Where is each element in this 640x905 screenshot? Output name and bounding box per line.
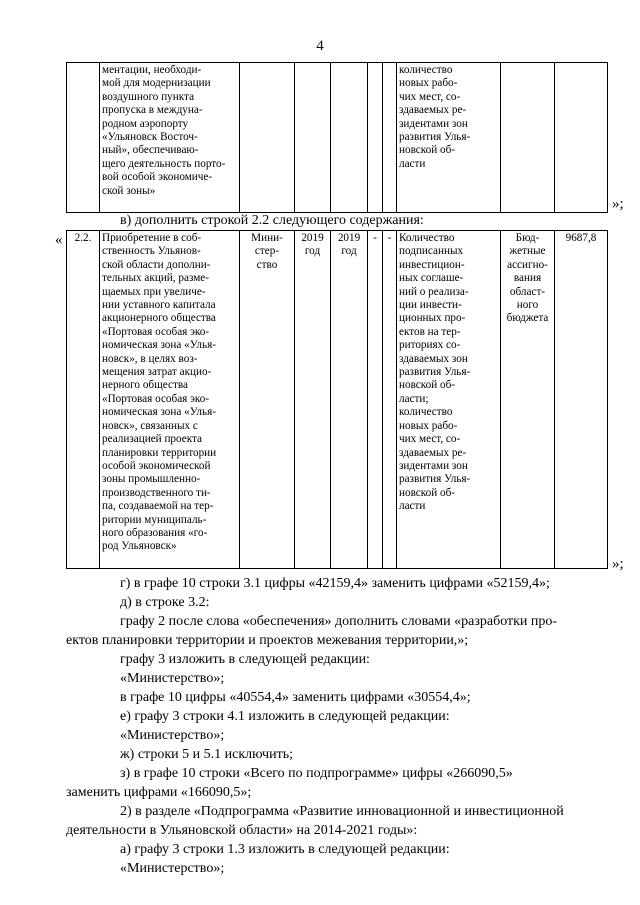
- row-dash-2: -: [383, 231, 397, 569]
- paragraph: 2) в разделе «Подпрограмма «Развитие инновационной и инвестиционной: [120, 804, 564, 819]
- cell-description: ментации, необходи- мой для модернизации воздушного пункта пропуска в междуна- родном аэропорту «Ульяновск Восточ- ный», обеспечиваю- щего деятельность порто- вой особой экономиче- ской зоны»: [100, 63, 240, 213]
- row-description: Приобретение в соб- ственность Ульянов- ской области дополни- тельных акций, разме- щаемых при увеличе- нии уставного капитала акционерного общества «Портовая особая эко- номическая зона «Улья- новск», в целях воз- мещения затрат акцио- нерного общества «Портовая особая эко- номическая зона «Улья- новск», связанных с реализацией проекта планировки территории особой экономической зоны промышленно- производственного ти- па, создаваемой на тер- ритории муниципаль- ного образования «го- род Ульяновск»: [100, 231, 240, 569]
- row-funding-source: Бюд- жетные ассигно- вания област- ного бюджета: [501, 231, 555, 569]
- row-number: 2.2.: [67, 231, 100, 569]
- cell-source: [501, 63, 555, 213]
- paragraph: «Министерство»;: [120, 728, 225, 743]
- paragraph: з) в графе 10 строки «Всего по подпрограмме» цифры «266090,5»: [120, 766, 513, 781]
- paragraph: е) графу 3 строки 4.1 изложить в следующей редакции:: [120, 709, 450, 724]
- end-quote-row-2-2: »;: [612, 556, 624, 572]
- paragraph: «Министерство»;: [120, 861, 225, 876]
- cell-x2: [383, 63, 397, 213]
- open-quote: «: [55, 232, 63, 248]
- program-table-top: [66, 62, 608, 213]
- paragraph: ж) строки 5 и 5.1 исключить;: [120, 747, 293, 762]
- cell-end: [331, 63, 368, 213]
- paragraph: заменить цифрами «166090,5»;: [66, 785, 252, 800]
- paragraph: «Министерство»;: [120, 671, 225, 686]
- paragraph: графу 2 после слова «обеспечения» дополнить словами «разработки про-: [120, 614, 558, 629]
- paragraph: ектов планировки территории и проектов межевания территории,»;: [66, 633, 469, 648]
- row-executor: Мини- стер- ство: [240, 231, 295, 569]
- paragraph: г) в графе 10 строки 3.1 цифры «42159,4» заменить цифрами «52159,4»;: [120, 576, 550, 591]
- row-indicator: Количество подписанных инвестицион- ных соглаше- ний о реализа- ции инвести- ционных про- ектов на тер- риториях со- здаваемых зон развития Улья- новской об- ласти; количество новых рабо- чих мест, со- здаваемых ре- зидентами зон развития Улья- новской об- ласти: [397, 231, 501, 569]
- cell-executor: [240, 63, 295, 213]
- paragraph: деятельности в Ульяновской области» на 2014-2021 годы»:: [66, 823, 418, 838]
- row-end-year: 2019 год: [331, 231, 368, 569]
- cell-start: [295, 63, 331, 213]
- cell-x1: [368, 63, 383, 213]
- paragraph: д) в строке 3.2:: [120, 595, 210, 610]
- end-quote-top: »;: [612, 196, 624, 212]
- row-amount: 9687,8: [555, 231, 608, 569]
- program-table-row-2-2: [66, 230, 608, 569]
- paragraph: в графе 10 цифры «40554,4» заменить цифрами «30554,4»;: [120, 690, 471, 705]
- heading-v: в) дополнить строкой 2.2 следующего содержания:: [120, 213, 424, 228]
- page-number: 4: [316, 38, 324, 54]
- row-dash-1: -: [368, 231, 383, 569]
- row-start-year: 2019 год: [295, 231, 331, 569]
- paragraph: графу 3 изложить в следующей редакции:: [120, 652, 370, 667]
- cell-number: [67, 63, 100, 213]
- cell-indicator: количество новых рабо- чих мест, со- здаваемых ре- зидентами зон развития Улья- новской об- ласти: [397, 63, 501, 213]
- cell-amount: [555, 63, 608, 213]
- paragraph: а) графу 3 строки 1.3 изложить в следующей редакции:: [120, 842, 450, 857]
